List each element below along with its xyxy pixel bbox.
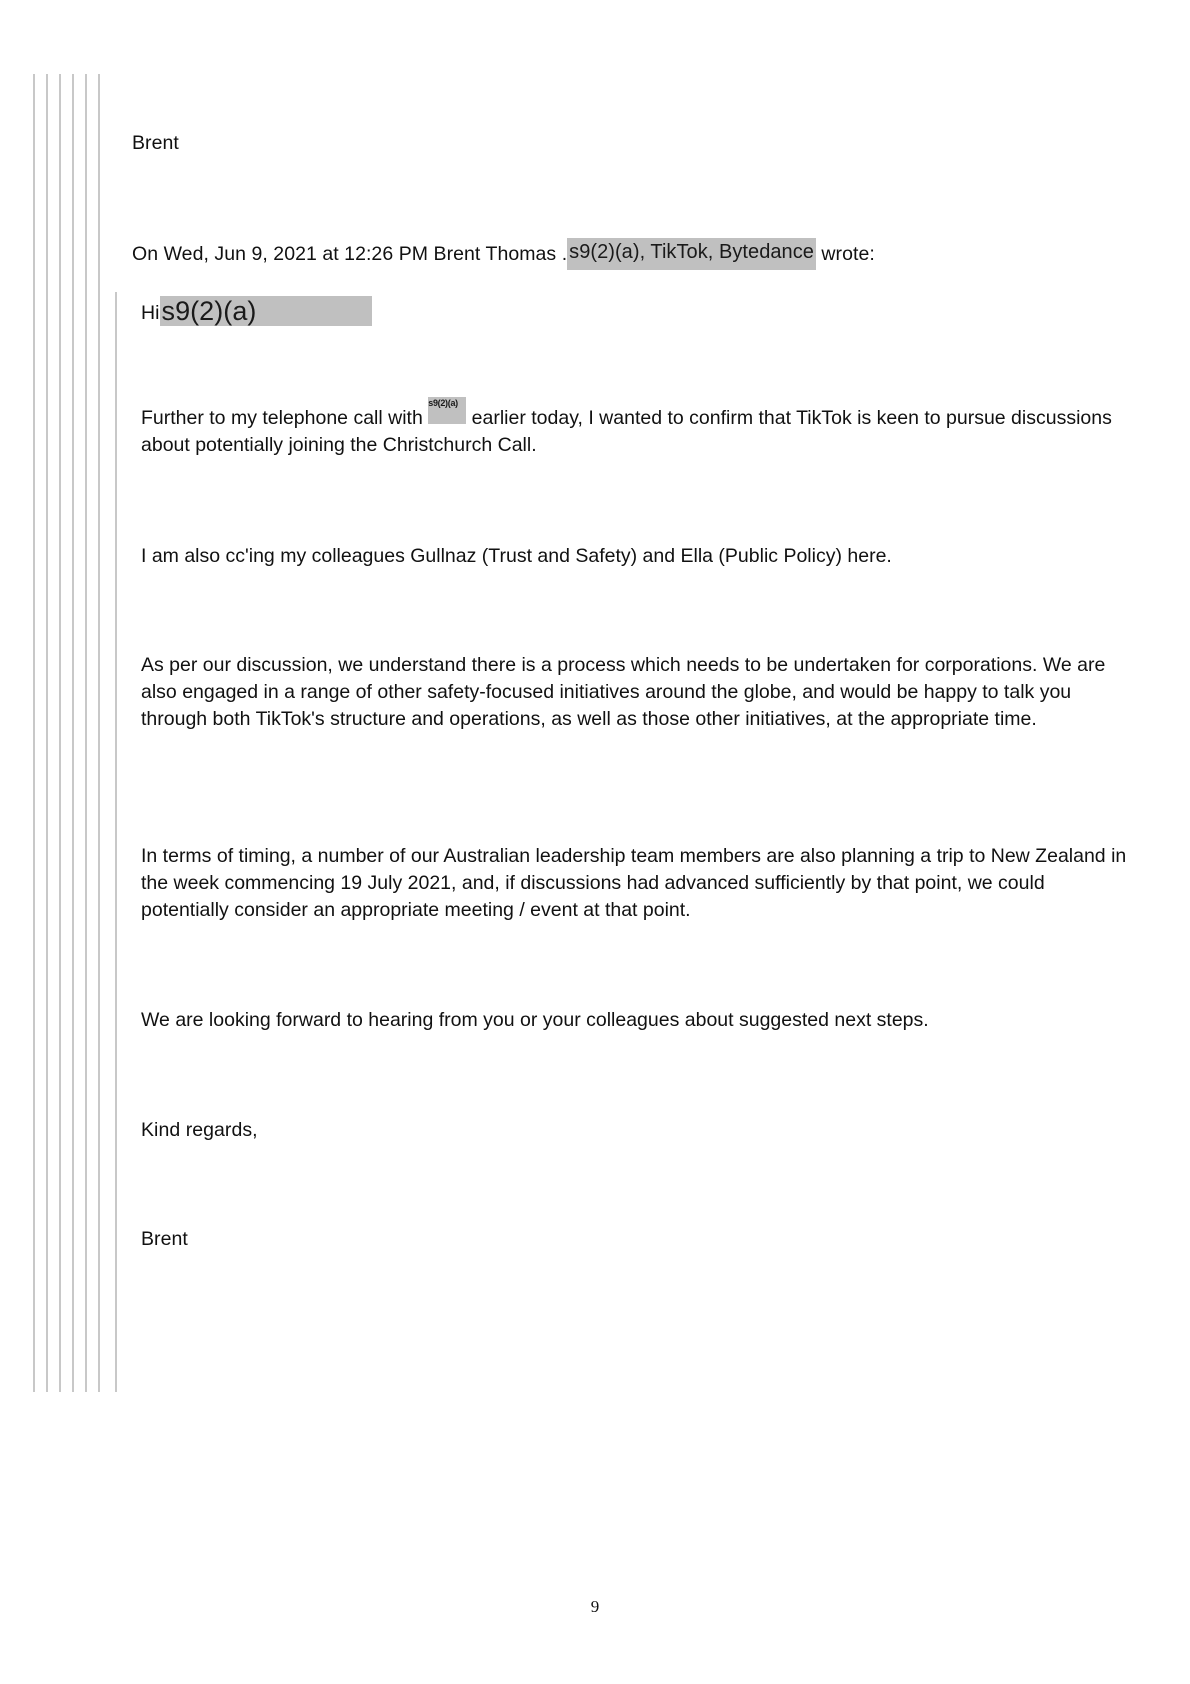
quote-bar xyxy=(33,74,35,1392)
redaction-inline: s9(2)(a) xyxy=(428,397,466,424)
quote-bar xyxy=(46,74,48,1392)
quote-header-prefix: On Wed, Jun 9, 2021 at 12:26 PM Brent Thomas . xyxy=(132,243,568,265)
redaction-greeting: s9(2)(a) xyxy=(160,296,372,326)
paragraph-3: As per our discussion, we understand there is a process which needs to be undertaken for corporations. We are also engaged in a range of other safety-focused initiatives around the globe, and would be happy to talk you through both TikTok's structure and operations, as well as those other initiatives, at the appropriate time. xyxy=(141,654,1106,730)
quote-header-suffix: wrote: xyxy=(821,243,875,265)
paragraph-1 xyxy=(141,398,1131,459)
paragraph-1-start: Further to my telephone call with xyxy=(141,407,423,429)
quote-bar xyxy=(59,74,61,1392)
greeting-line xyxy=(141,295,372,327)
closing: Kind regards, xyxy=(141,1119,258,1141)
quote-bar xyxy=(85,74,87,1392)
quote-bar xyxy=(98,74,100,1392)
signoff-top: Brent xyxy=(132,132,179,154)
quote-bar xyxy=(115,292,117,1392)
quote-header xyxy=(132,240,875,272)
signature: Brent xyxy=(141,1228,188,1250)
paragraph-2: I am also cc'ing my colleagues Gullnaz (Trust and Safety) and Ella (Public Policy) here. xyxy=(141,545,892,567)
paragraph-5: We are looking forward to hearing from you or your colleagues about suggested next steps. xyxy=(141,1009,929,1031)
redaction-header: s9(2)(a), TikTok, Bytedance xyxy=(567,238,816,270)
page-number: 9 xyxy=(590,1597,600,1616)
paragraph-1-end: earlier today, I wanted to confirm that TikTok is keen to pursue discussions about potentially joining the Christchurch Call. xyxy=(141,407,1112,456)
quote-bar xyxy=(72,74,74,1392)
greeting: Hi xyxy=(141,302,160,324)
paragraph-4: In terms of timing, a number of our Australian leadership team members are also planning a trip to New Zealand in the week commencing 19 July 2021, and, if discussions had advanced sufficiently by that point, we could potentially consider an appropriate meeting / event at that point. xyxy=(141,845,1127,921)
